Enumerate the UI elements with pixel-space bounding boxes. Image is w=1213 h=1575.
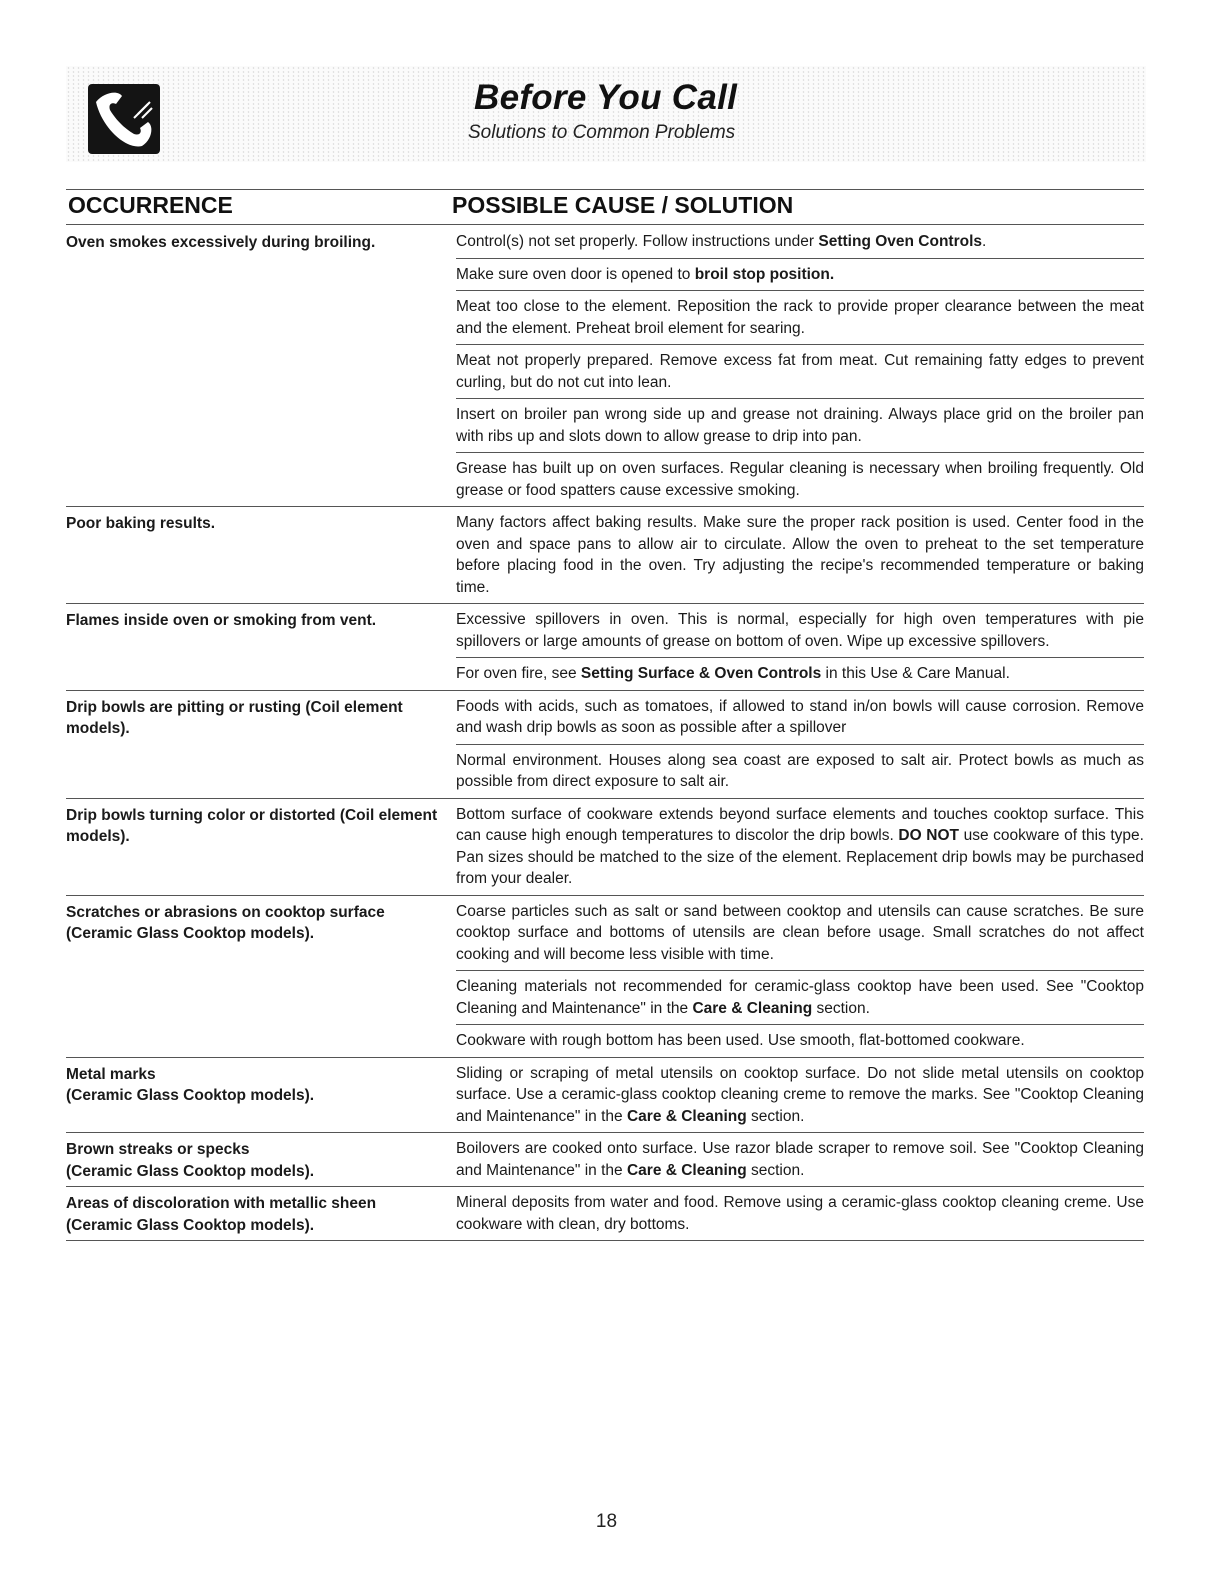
solution-text: Foods with acids, such as tomatoes, if allowed to stand in/on bowls will cause corrosion. Remove and wash drip bowls as soon as possible after a spillover	[456, 697, 1144, 736]
solution-column-header: POSSIBLE CAUSE / SOLUTION	[452, 192, 794, 218]
solution-cell	[450, 604, 1144, 690]
page-title: Before You Call	[474, 78, 738, 117]
solution-text: Many factors affect baking results. Make sure the proper rack position is used. Center food in the oven and space pans to allow air to circulate. Allow the oven to preheat to the set temperature before placing food in the oven. Try adjusting the recipe's recommended temperature or baking time.	[456, 514, 1144, 596]
solution-text: in this Use & Care Manual.	[821, 665, 1010, 682]
divider	[66, 224, 1144, 225]
solution-item	[456, 452, 1144, 506]
occurrence-cell: Scratches or abrasions on cooktop surface (Ceramic Glass Cooktop models).	[66, 903, 385, 942]
solution-text: Cleaning materials not recommended for ceramic-glass cooktop have been used. See "Cooktop Cleaning and Maintenance" in the	[456, 978, 1144, 1017]
solution-item	[456, 258, 1144, 291]
solution-emphasis: Care & Cleaning	[692, 999, 813, 1017]
solution-text: Make sure oven door is opened to	[456, 265, 695, 283]
solution-item	[456, 1133, 1144, 1186]
solution-item	[456, 604, 1144, 657]
solution-text: Bottom surface of cookware extends beyond surface elements and touches cooktop surface. This can cause high enough temperatures to discolor the drip bowls.	[456, 805, 1144, 844]
solution-item	[456, 1024, 1144, 1057]
solution-cell	[450, 799, 1144, 895]
solution-item	[456, 290, 1144, 344]
table-row	[66, 691, 1144, 799]
solution-cell	[450, 1133, 1144, 1186]
phone-icon	[88, 84, 160, 154]
solution-item	[456, 226, 1144, 258]
solution-text: section.	[746, 1161, 805, 1179]
solution-item	[456, 970, 1144, 1024]
solution-text: Coarse particles such as salt or sand between cooktop and utensils can cause scratches. Be sure cooktop surface and bottoms of utensils are clean before usage. Small scratches do not affect cooking and will become less visible with time.	[456, 902, 1144, 963]
solution-text: section.	[812, 999, 870, 1017]
solution-text: Excessive spillovers in oven. This is normal, especially for high oven temperatures with pie spillovers or large amounts of grease on bottom of oven. Wipe up excessive spillovers.	[456, 611, 1144, 650]
solution-emphasis: Care & Cleaning	[626, 1161, 747, 1179]
occurrence-cell: Metal marks (Ceramic Glass Cooktop models).	[66, 1065, 315, 1104]
solution-item	[456, 507, 1144, 603]
solution-cell	[450, 226, 1144, 506]
solution-text: Grease has built up on oven surfaces. Regular cleaning is necessary when broiling frequently. Old grease or food spatters cause excessive smoking.	[456, 460, 1144, 499]
table-row	[66, 896, 1144, 1058]
solution-text: Control(s) not set properly. Follow instructions under	[456, 233, 819, 250]
solution-item	[456, 657, 1144, 690]
solution-text: Sliding or scraping of metal utensils on cooktop surface. Do not slide metal utensils on cooktop surface. Use a ceramic-glass cooktop cleaning creme to remove the marks. See "Cooktop Cleaning and Maintenance" in the	[456, 1064, 1144, 1125]
solution-text: section.	[746, 1107, 805, 1125]
solution-text: Normal environment. Houses along sea coast are exposed to salt air. Protect bowls as much as possible from direct exposure to salt air.	[456, 751, 1144, 790]
solution-emphasis: DO NOT	[898, 827, 959, 844]
table-row	[66, 604, 1144, 691]
solution-item	[456, 691, 1144, 744]
solution-cell	[450, 1187, 1144, 1240]
solution-emphasis: Care & Cleaning	[626, 1107, 747, 1125]
occurrence-cell: Areas of discoloration with metallic sheen (Ceramic Glass Cooktop models).	[66, 1195, 377, 1234]
occurrence-cell: Brown streaks or specks (Ceramic Glass Cooktop models).	[66, 1141, 315, 1180]
divider	[66, 189, 1144, 190]
solution-text: .	[982, 233, 987, 250]
occurrence-cell: Oven smokes excessively during broiling.	[66, 234, 376, 251]
troubleshooting-table	[66, 226, 1144, 1241]
occurrence-column-header: OCCURRENCE	[68, 192, 233, 218]
solution-item	[456, 744, 1144, 798]
table-row	[66, 799, 1144, 896]
solution-emphasis: Setting Surface & Oven Controls	[580, 665, 822, 682]
occurrence-cell: Drip bowls turning color or distorted (Coil element models).	[66, 806, 438, 845]
solution-text: Cookware with rough bottom has been used. Use smooth, flat-bottomed cookware.	[456, 1032, 1025, 1049]
occurrence-cell: Poor baking results.	[66, 515, 216, 532]
solution-item	[456, 398, 1144, 452]
solution-emphasis: broil stop position.	[694, 265, 835, 283]
solution-text: Insert on broiler pan wrong side up and grease not draining. Always place grid on the broiler pan with ribs up and slots down to allow grease to drip into pan.	[456, 406, 1144, 445]
solution-item	[456, 799, 1144, 895]
solution-cell	[450, 691, 1144, 798]
solution-cell	[450, 507, 1144, 603]
table-row	[66, 1187, 1144, 1241]
solution-text: For oven fire, see	[456, 665, 581, 682]
table-row	[66, 1058, 1144, 1134]
table-row	[66, 507, 1144, 604]
occurrence-cell: Drip bowls are pitting or rusting (Coil element models).	[66, 698, 403, 737]
solution-item	[456, 1187, 1144, 1240]
solution-text: Meat too close to the element. Reposition the rack to provide proper clearance between the meat and the element. Preheat broil element for searing.	[456, 298, 1144, 337]
table-row	[66, 1133, 1144, 1187]
table-row	[66, 226, 1144, 507]
page-subtitle: Solutions to Common Problems	[468, 122, 736, 143]
solution-cell	[450, 896, 1144, 1057]
solution-item	[456, 896, 1144, 971]
solution-text: Meat not properly prepared. Remove excess fat from meat. Cut remaining fatty edges to prevent curling, but do not cut into lean.	[456, 352, 1144, 391]
solution-text: use cookware of this type. Pan sizes should be matched to the size of the element. Replacement drip bowls may be purchased from your dealer.	[456, 827, 1144, 887]
solution-text: Boilovers are cooked onto surface. Use razor blade scraper to remove soil. See "Cooktop Cleaning and Maintenance" in the	[456, 1140, 1144, 1179]
solution-item	[456, 1058, 1144, 1133]
occurrence-cell: Flames inside oven or smoking from vent.	[66, 612, 377, 629]
solution-emphasis: Setting Oven Controls	[818, 233, 983, 250]
solution-text: Mineral deposits from water and food. Remove using a ceramic-glass cooktop cleaning creme. Use cookware with clean, dry bottoms.	[456, 1194, 1144, 1233]
page-number: 18	[595, 1511, 618, 1532]
solution-item	[456, 344, 1144, 398]
solution-cell	[450, 1058, 1144, 1133]
